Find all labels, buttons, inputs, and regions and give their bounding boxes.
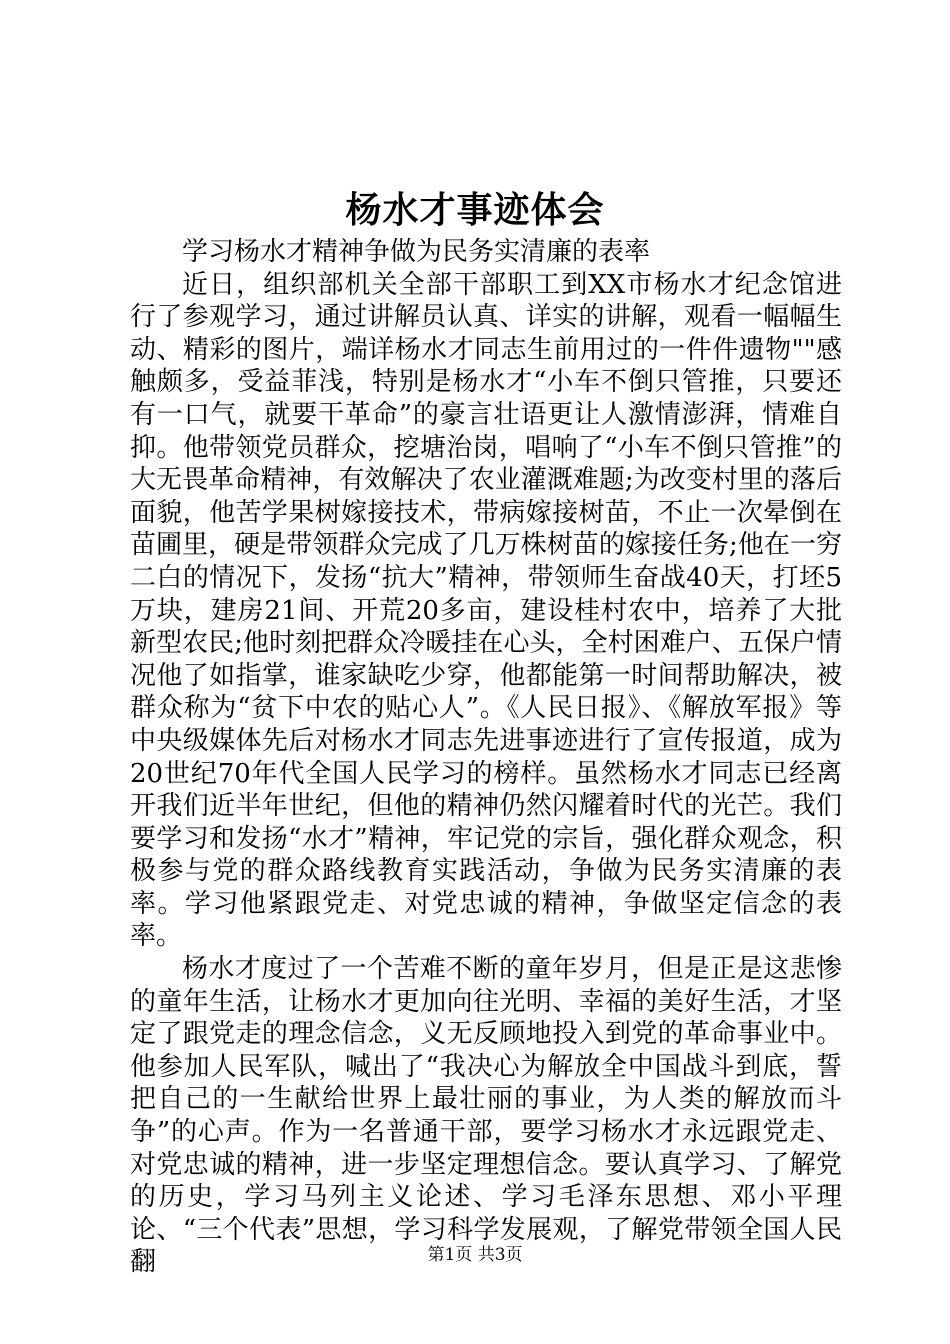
document-body (130, 236, 842, 1279)
page-footer: 第1页 共3页 (427, 1245, 523, 1265)
body-paragraph: 杨水才度过了一个苦难不断的童年岁月，但是正是这悲惨的童年生活，让杨水才更加向往光明、幸福的美好生活，才坚定了跟党走的理念信念，义无反顾地投入到党的革命事业中。他参加人民军队，喊出了“我决心为解放全中国战斗到底，誓把自己的一生献给世界上最壮丽的事业，为人类的解放而斗争”的心声。作为一名普通干部，要学习杨水才永远跟党走、对党忠诚的精神，进一步坚定理想信念。要认真学习、了解党的历史，学习马列主义论述、学习毛泽东思想、邓小平理论、“三个代表”思想，学习科学发展观，了解党带领全国人民翻 (130, 954, 842, 1278)
body-paragraph: 近日，组织部机关全部干部职工到XX市杨水才纪念馆进行了参观学习，通过讲解员认真、详实的讲解，观看一幅幅生动、精彩的图片，端详杨水才同志生前用过的一件件遗物""感触颇多，受益菲浅，特别是杨水才“小车不倒只管推，只要还有一口气，就要干革命”的豪言壮语更让人激情澎湃，情难自抑。他带领党员群众，挖塘治岗，唱响了“小车不倒只管推”的大无畏革命精神，有效解决了农业灌溉难题;为改变村里的落后面貌，他苦学果树嫁接技术，带病嫁接树苗，不止一次晕倒在苗圃里，硬是带领群众完成了几万株树苗的嫁接任务;他在一穷二白的情况下，发扬“抗大”精神，带领师生奋战40天，打坯5万块，建房21间、开荒20多亩，建设桂村农中，培养了大批新型农民;他时刻把群众冷暖挂在心头，全村困难户、五保户情况他了如指掌，谁家缺吃少穿，他都能第一时间帮助解决，被群众称为“贫下中农的贴心人”。《人民日报》、《解放军报》等中央级媒体先后对杨水才同志先进事迹进行了宣传报道，成为20世纪70年代全国人民学习的榜样。虽然杨水才同志已经离开我们近半年世纪，但他的精神仍然闪耀着时代的光芒。我们要学习和发扬“水才”精神，牢记党的宗旨，强化群众观念，积极参与党的群众路线教育实践活动，争做为民务实清廉的表率。学习他紧跟党走、对党忠诚的精神，争做坚定信念的表率。 (130, 269, 842, 952)
subtitle-paragraph: 学习杨水才精神争做为民务实清廉的表率 (182, 237, 651, 267)
document-title: 杨水才事迹体会 (345, 189, 605, 231)
